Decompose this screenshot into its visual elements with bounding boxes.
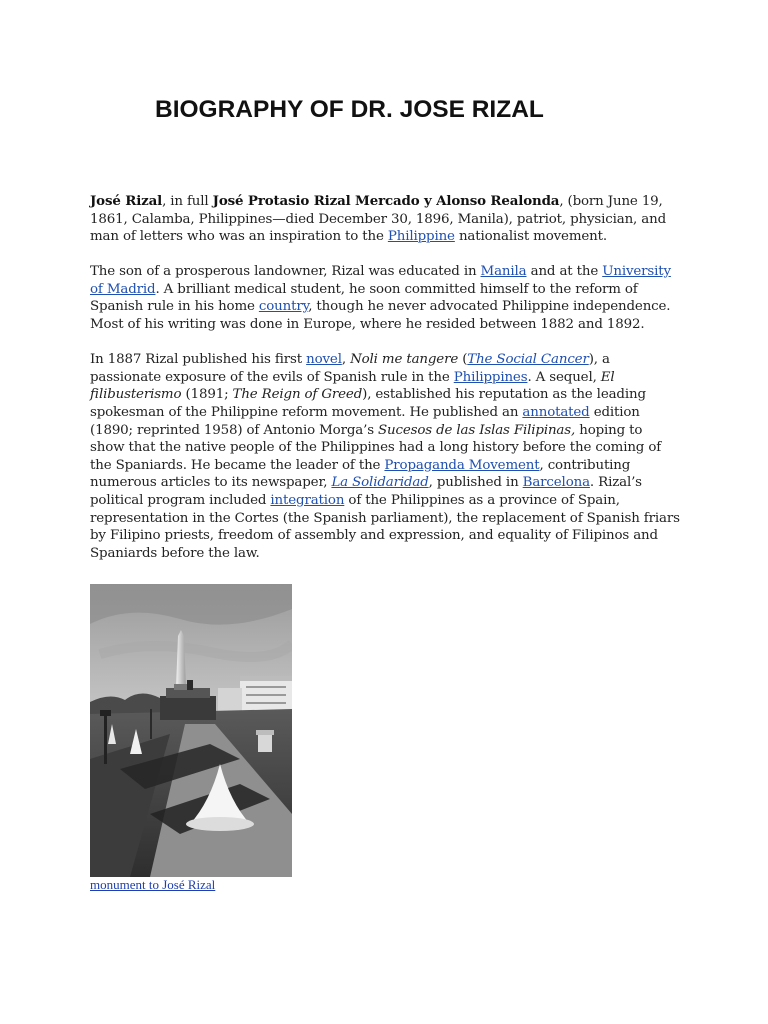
text-run: ), established his reputation as the leading spokesman of the Philippine reform movement. He published an [90,387,646,420]
link-country[interactable]: country [258,299,309,315]
link-annotated[interactable]: annotated [522,404,590,420]
article-body [90,193,680,580]
subject-full-name: José Protasio Rizal Mercado y Alonso Realonda [212,193,560,209]
text-run: nationalist movement. [454,229,607,245]
text-run: , in full [162,194,213,209]
title-el-filibusterismo: El filibusterismo [90,369,615,403]
title-the-reign-of-greed: The Reign of Greed [232,387,363,403]
text-run: , contributing numerous articles to its newspaper, [90,457,631,491]
text-run: , (born June 19, 1861, Calamba, Philippines—died December 30, 1896, Manila), patriot, physician, and man of letters who was an inspiration to the [90,194,666,245]
link-philippines[interactable]: Philippines [453,369,528,385]
link-la-solidaridad-label: La Solidaridad [331,475,429,491]
link-the-social-cancer-label: The Social Cancer [467,352,589,368]
text-run: (1891; [181,387,233,403]
link-university-of-madrid[interactable]: University of Madrid [90,264,671,297]
title-noli-me-tangere: Noli me tangere [350,352,459,368]
link-philippine[interactable]: Philippine [387,229,455,245]
link-integration[interactable]: integration [270,492,345,508]
paragraph-intro [90,193,680,246]
text-run: , though he never advocated Philippine independence. Most of his writing was done in Europe, where he resided between 1882 and 1892. [90,299,671,333]
link-propaganda-movement[interactable]: Propaganda Movement [384,457,540,473]
page-title: BIOGRAPHY OF DR. JOSE RIZAL [155,96,544,123]
caption-link-monument[interactable]: monument to José Rizal [90,877,216,892]
text-run: ), a passionate exposure of the evils of Spanish rule in the [90,352,610,385]
title-sucesos: Sucesos de las Islas Filipinas, [378,422,576,438]
subject-name: José Rizal [90,193,163,209]
link-la-solidaridad[interactable] [331,475,428,490]
text-run: . Rizal’s political program included [90,475,642,508]
text-run: . A brilliant medical student, he soon committed himself to the reform of Spanish rule in his home [90,281,638,315]
paragraph-works [90,351,680,562]
text-run: and at the [526,264,603,280]
text-run: , [341,352,351,368]
link-barcelona[interactable]: Barcelona [522,475,590,491]
text-run: hoping to show that the native people of the Philippines had a long history before the coming of the Spaniards. He became the leader of the [90,422,662,473]
text-run: . A sequel, [527,369,601,385]
text-run: ( [458,352,468,368]
link-manila[interactable]: Manila [480,264,527,280]
text-run: The son of a prosperous landowner, Rizal was educated in [90,264,481,280]
monument-photo-illustration [90,584,292,877]
text-run: edition (1890; reprinted 1958) of Antonio Morga’s [90,404,640,438]
link-novel[interactable]: novel [306,352,342,368]
text-run: , published in [428,475,523,491]
text-run: In 1887 Rizal published his first [90,352,307,368]
text-run: of the Philippines as a province of Spain, representation in the Cortes (the Spanish parliament), the replacement of Spanish friars by Filipino priests, freedom of assembly and expression, and equality of Filipinos and Spaniards before the law. [90,492,680,561]
monument-photo [90,584,292,877]
link-the-social-cancer[interactable] [467,352,588,367]
paragraph-education [90,263,680,333]
